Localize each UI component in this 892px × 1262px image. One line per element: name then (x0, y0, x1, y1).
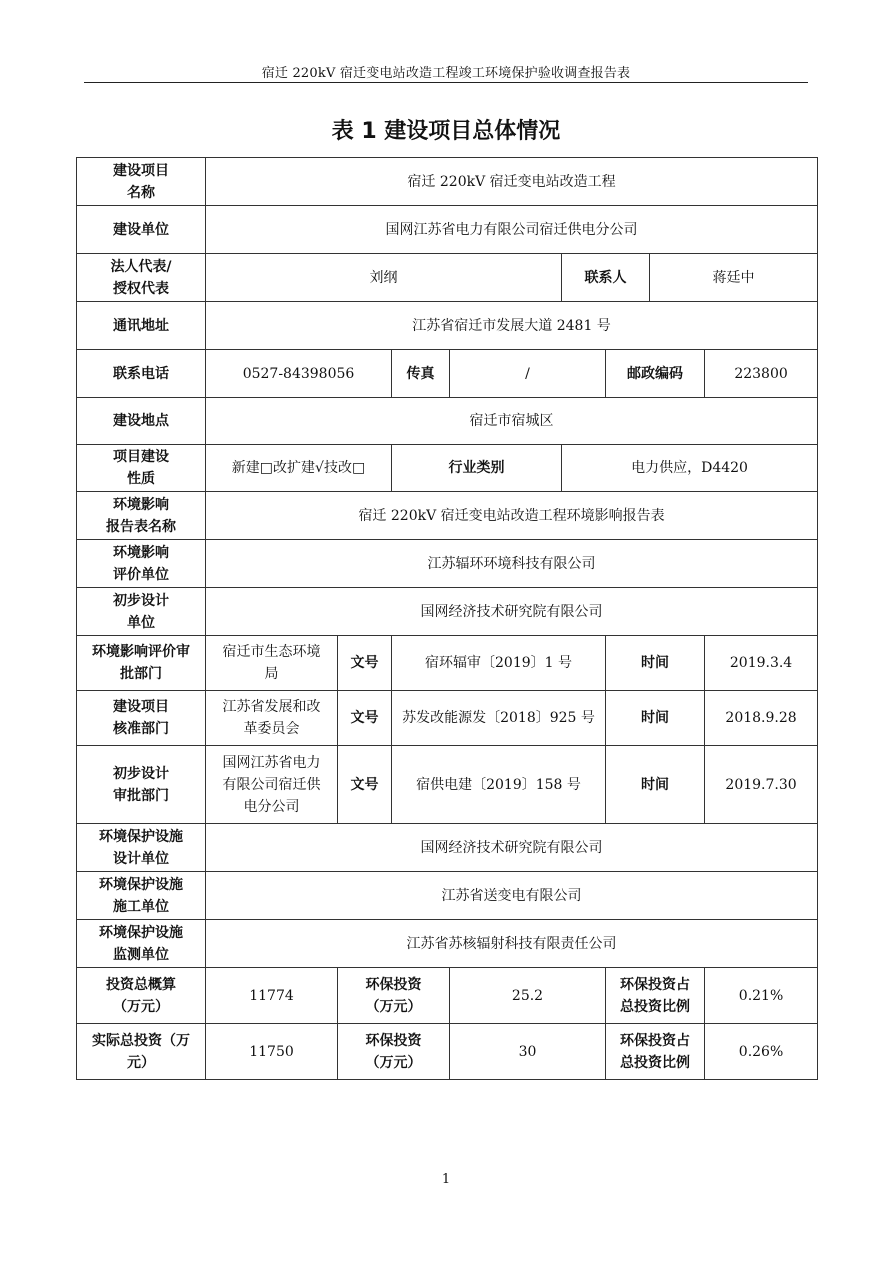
est-env-invest: 25.2 (450, 968, 606, 1024)
fax: / (450, 350, 606, 398)
address: 江苏省宿迁市发展大道 2481 号 (206, 302, 818, 350)
page-number: 1 (441, 1172, 451, 1187)
table-row (77, 1024, 818, 1080)
time-label: 时间 (606, 746, 705, 824)
eia-time: 2019.3.4 (705, 636, 818, 691)
eia-approval-label: 环境影响评价审 批部门 (77, 636, 206, 691)
est-invest-label: 投资总概算 （万元） (77, 968, 206, 1024)
eia-report-label: 环境影响 报告表名称 (77, 492, 206, 540)
prelim-approval-label: 初步设计 审批部门 (77, 746, 206, 824)
table-row (77, 824, 818, 872)
actual-ratio: 0.26% (705, 1024, 818, 1080)
prelim-time: 2019.7.30 (705, 746, 818, 824)
env-design-label: 环境保护设施 设计单位 (77, 824, 206, 872)
doc-no-label: 文号 (338, 636, 392, 691)
est-invest: 11774 (206, 968, 338, 1024)
actual-env-invest: 30 (450, 1024, 606, 1080)
env-construct: 江苏省送变电有限公司 (206, 872, 818, 920)
doc-no-label: 文号 (338, 746, 392, 824)
doc-no-label: 文号 (338, 691, 392, 746)
prelim-design-unit: 国网经济技术研究院有限公司 (206, 588, 818, 636)
table-row (77, 206, 818, 254)
ratio-label: 环保投资占 总投资比例 (606, 968, 705, 1024)
postcode-label: 邮政编码 (606, 350, 705, 398)
table-row (77, 691, 818, 746)
postcode: 223800 (705, 350, 818, 398)
builder: 国网江苏省电力有限公司宿迁供电分公司 (206, 206, 818, 254)
verify-doc-no: 苏发改能源发〔2018〕925 号 (392, 691, 606, 746)
prelim-approval-dept: 国网江苏省电力 有限公司宿迁供 电分公司 (206, 746, 338, 824)
actual-invest-label: 实际总投资（万 元） (77, 1024, 206, 1080)
table-row (77, 254, 818, 302)
verify-label: 建设项目 核准部门 (77, 691, 206, 746)
legal-rep-label: 法人代表/ 授权代表 (77, 254, 206, 302)
location-label: 建设地点 (77, 398, 206, 445)
env-invest-label: 环保投资 （万元） (338, 968, 450, 1024)
prelim-doc-no: 宿供电建〔2019〕158 号 (392, 746, 606, 824)
industry-label: 行业类别 (392, 445, 562, 492)
eia-doc-no: 宿环辐审〔2019〕1 号 (392, 636, 606, 691)
time-label: 时间 (606, 636, 705, 691)
table-row (77, 302, 818, 350)
verify-time: 2018.9.28 (705, 691, 818, 746)
legal-rep: 刘纲 (206, 254, 562, 302)
phone-label: 联系电话 (77, 350, 206, 398)
table-row (77, 872, 818, 920)
project-name-label: 建设项目 名称 (77, 158, 206, 206)
env-monitor: 江苏省苏核辐射科技有限责任公司 (206, 920, 818, 968)
fax-label: 传真 (392, 350, 450, 398)
table-row (77, 158, 818, 206)
est-ratio: 0.21% (705, 968, 818, 1024)
location: 宿迁市宿城区 (206, 398, 818, 445)
time-label: 时间 (606, 691, 705, 746)
contact: 蒋廷中 (650, 254, 818, 302)
table-row (77, 350, 818, 398)
table-row (77, 636, 818, 691)
nature-label: 项目建设 性质 (77, 445, 206, 492)
nature: 新建□改扩建√技改□ (206, 445, 392, 492)
table-row (77, 492, 818, 540)
prelim-design-unit-label: 初步设计 单位 (77, 588, 206, 636)
eia-approval-dept: 宿迁市生态环境 局 (206, 636, 338, 691)
actual-invest: 11750 (206, 1024, 338, 1080)
env-construct-label: 环境保护设施 施工单位 (77, 872, 206, 920)
eia-report: 宿迁 220kV 宿迁变电站改造工程环境影响报告表 (206, 492, 818, 540)
industry: 电力供应，D4420 (562, 445, 818, 492)
builder-label: 建设单位 (77, 206, 206, 254)
table-row (77, 746, 818, 824)
eia-unit-label: 环境影响 评价单位 (77, 540, 206, 588)
contact-label: 联系人 (562, 254, 650, 302)
env-design: 国网经济技术研究院有限公司 (206, 824, 818, 872)
project-name: 宿迁 220kV 宿迁变电站改造工程 (206, 158, 818, 206)
env-monitor-label: 环境保护设施 监测单位 (77, 920, 206, 968)
table-title: 表 1 建设项目总体情况 (331, 119, 561, 144)
phone: 0527-84398056 (206, 350, 392, 398)
project-overview-table (76, 157, 818, 1080)
running-header: 宿迁 220kV 宿迁变电站改造工程竣工环境保护验收调查报告表 (261, 66, 631, 81)
table-row (77, 445, 818, 492)
header-rule (84, 82, 808, 83)
table-row (77, 398, 818, 445)
env-invest-label: 环保投资 （万元） (338, 1024, 450, 1080)
table-row (77, 920, 818, 968)
verify-dept: 江苏省发展和改 革委员会 (206, 691, 338, 746)
table-row (77, 968, 818, 1024)
table-row (77, 588, 818, 636)
eia-unit: 江苏辐环环境科技有限公司 (206, 540, 818, 588)
address-label: 通讯地址 (77, 302, 206, 350)
ratio-label: 环保投资占 总投资比例 (606, 1024, 705, 1080)
table-row (77, 540, 818, 588)
